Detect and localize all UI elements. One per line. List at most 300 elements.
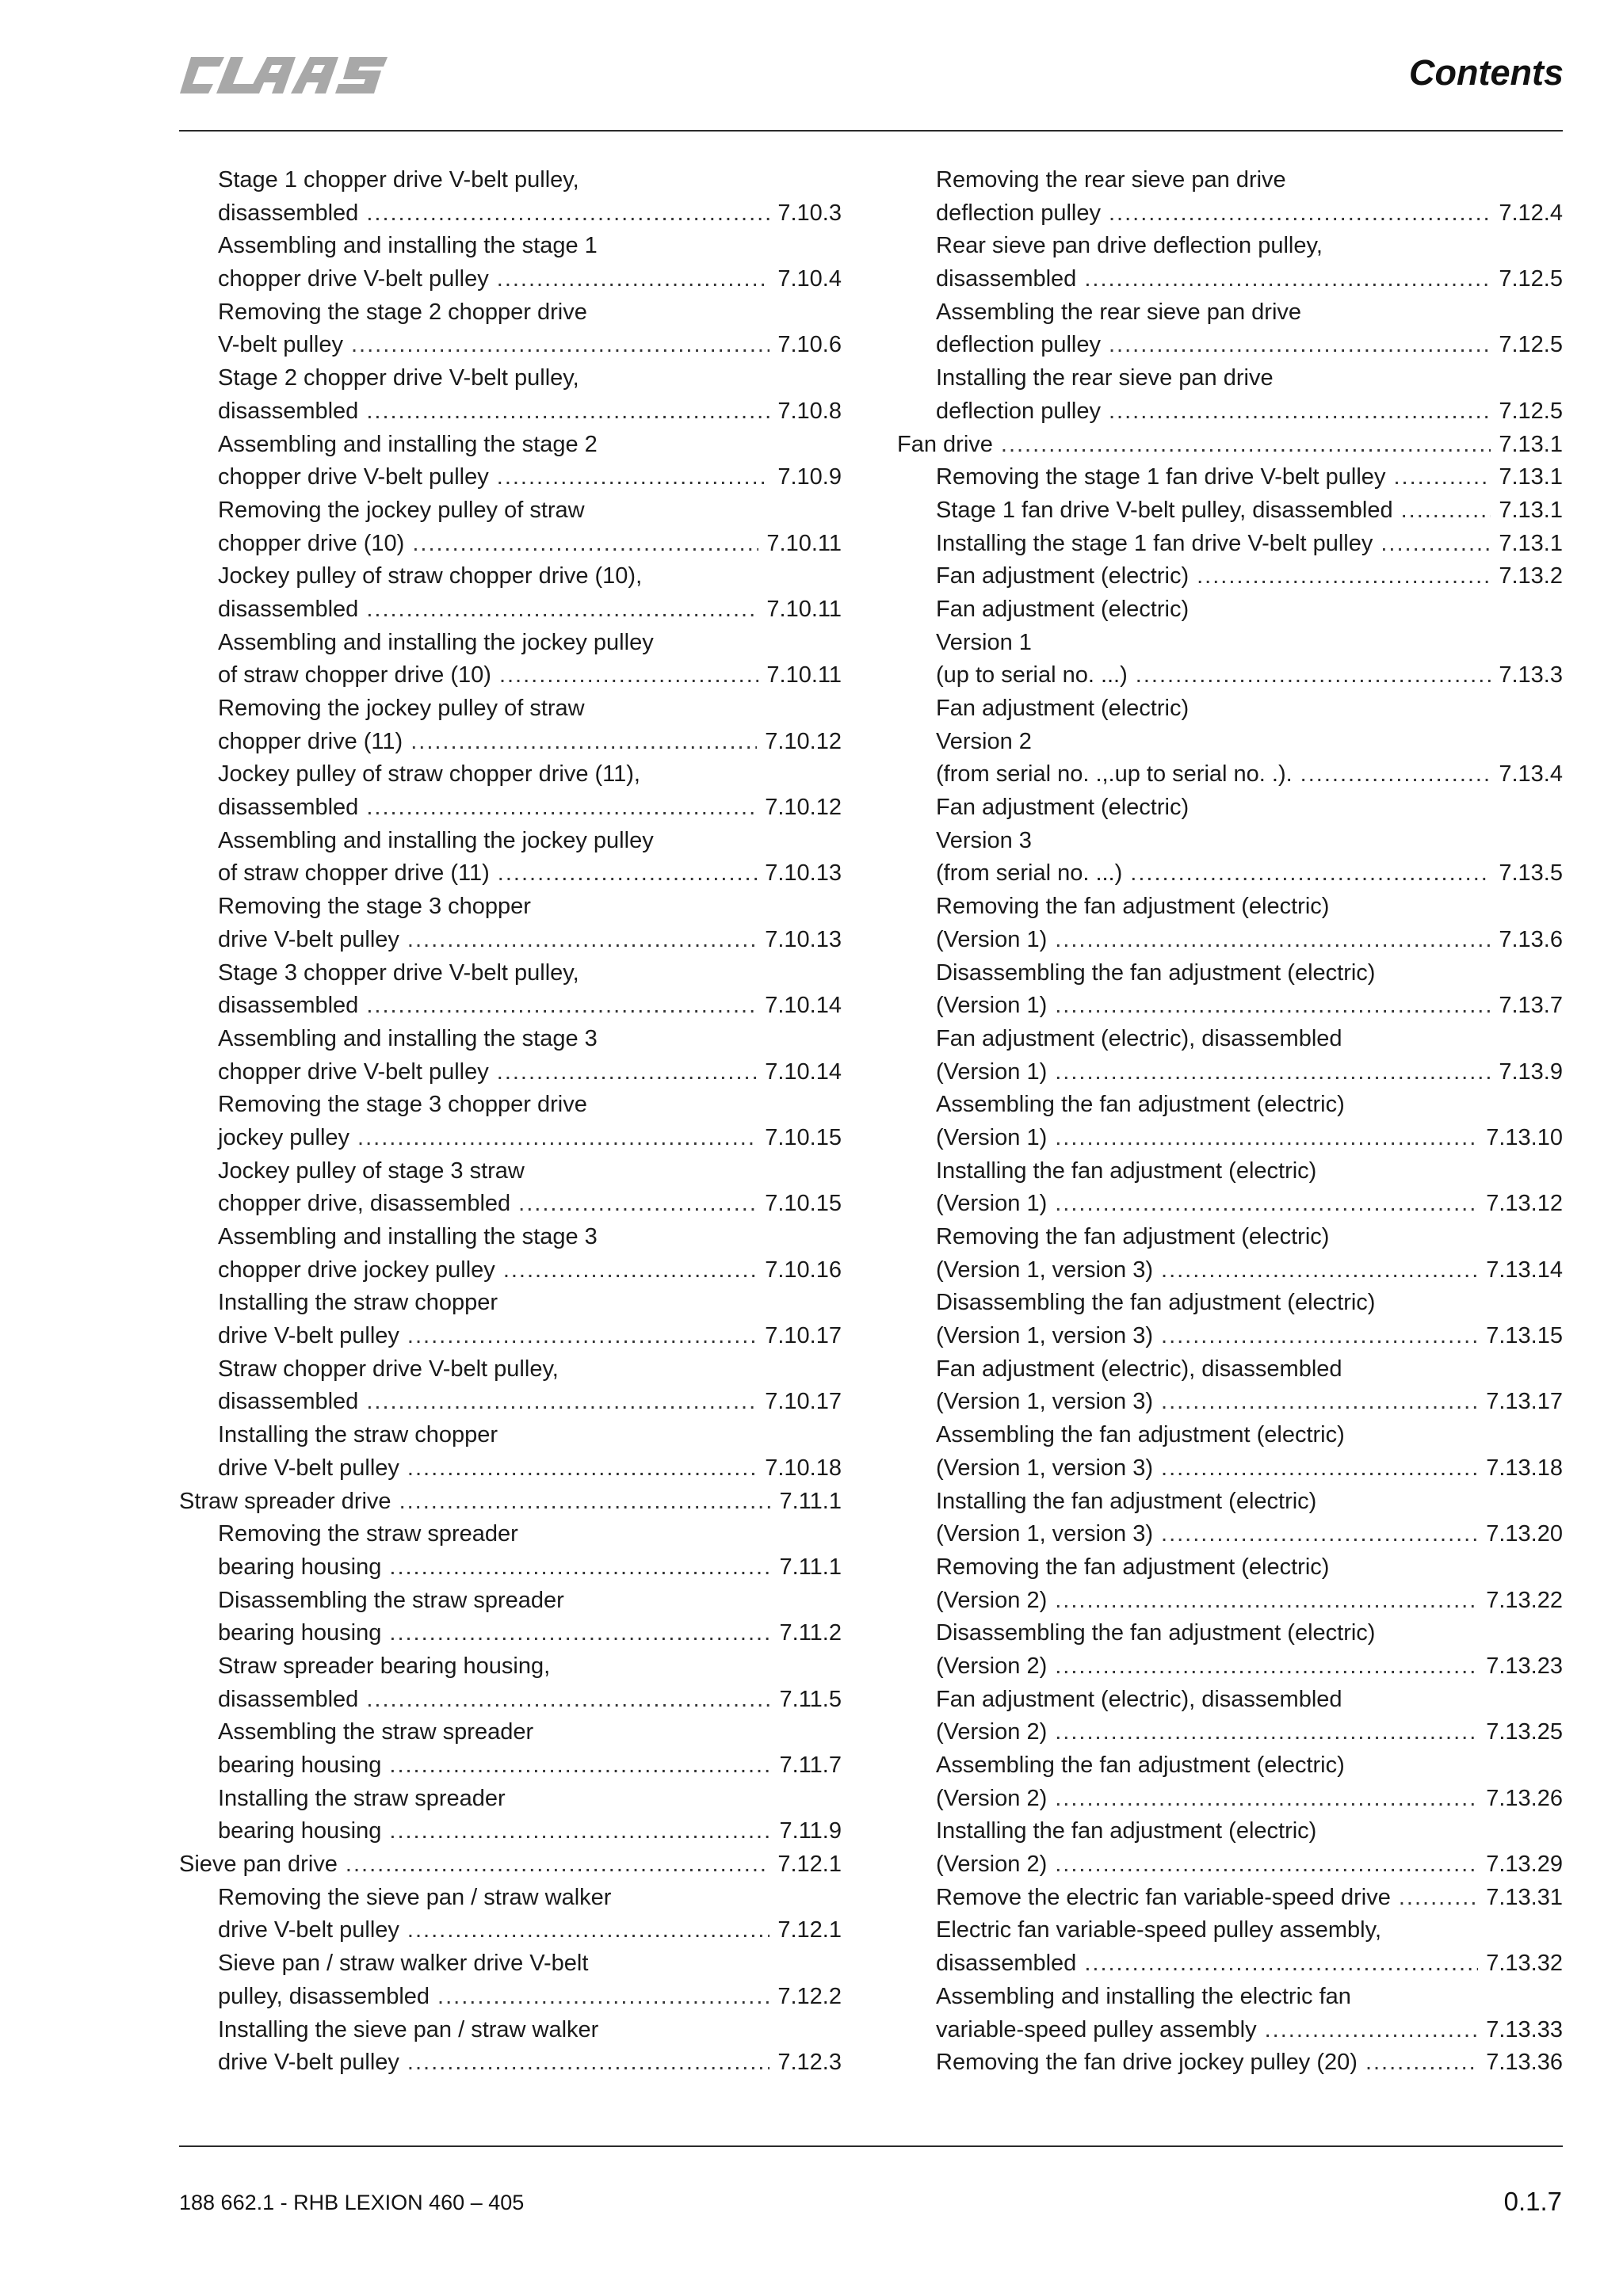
toc-entry[interactable] — [179, 1585, 842, 1650]
toc-entry[interactable] — [179, 296, 842, 362]
toc-entry-text: disassembled — [218, 596, 359, 622]
toc-entry[interactable] — [179, 230, 842, 296]
toc-entry-line — [179, 791, 842, 825]
toc-entry[interactable] — [897, 164, 1563, 230]
toc-page-ref[interactable]: 7.13.4 — [1499, 761, 1563, 788]
toc-page-ref[interactable]: 7.10.8 — [777, 398, 842, 424]
toc-entry-line — [897, 627, 1563, 660]
toc-entry[interactable] — [179, 362, 842, 428]
toc-entry-text: bearing housing — [218, 1818, 382, 1844]
toc-entry[interactable] — [179, 1155, 842, 1221]
toc-entry-text: disassembled — [218, 398, 359, 424]
toc-entry-line — [179, 627, 842, 660]
toc-dot-leader — [1161, 1320, 1478, 1353]
toc-page-ref[interactable]: 7.12.1 — [777, 1917, 842, 1943]
toc-page-ref[interactable]: 7.11.7 — [779, 1753, 842, 1778]
toc-entry-text: Version 3 — [936, 827, 1032, 853]
toc-entry-text: Stage 1 chopper drive V-belt pulley, — [218, 167, 579, 193]
toc-entry-line — [897, 924, 1563, 957]
toc-entry-line — [179, 891, 842, 924]
toc-page-ref[interactable]: 7.12.1 — [777, 1852, 842, 1878]
toc-dot-leader — [1084, 263, 1491, 296]
toc-entry-line — [179, 1353, 842, 1386]
toc-entry-text: (Version 1, version 3) — [936, 1455, 1154, 1481]
toc-column-left — [179, 164, 842, 2080]
document-reference: 188 662.1 - RHB LEXION 460 – 405 — [179, 2191, 525, 2214]
toc-entry[interactable] — [897, 560, 1563, 593]
toc-entry-text: (Version 2) — [936, 1719, 1048, 1745]
toc-entry[interactable] — [897, 1914, 1563, 1980]
toc-entry[interactable] — [179, 1783, 842, 1848]
toc-entry-line — [179, 659, 842, 692]
toc-page-ref[interactable]: 7.13.2 — [1499, 563, 1563, 589]
toc-dot-leader — [407, 924, 757, 957]
toc-entry-text: Assembling and installing the electric fan — [936, 1983, 1351, 2009]
toc-entry[interactable] — [897, 1287, 1563, 1352]
toc-page-ref[interactable]: 7.13.31 — [1486, 1884, 1563, 1910]
toc-entry-line — [179, 230, 842, 263]
toc-dot-leader — [497, 461, 770, 494]
toc-entry[interactable] — [897, 1023, 1563, 1089]
toc-entry-text: Stage 3 chopper drive V-belt pulley, — [218, 959, 579, 986]
toc-dot-leader — [1055, 1783, 1478, 1816]
toc-entry-line — [897, 164, 1563, 197]
toc-page-ref[interactable]: 7.13.25 — [1486, 1719, 1563, 1745]
toc-entry-text: deflection pulley — [936, 200, 1101, 226]
toc-dot-leader — [389, 1551, 771, 1585]
toc-section-entry[interactable] — [897, 429, 1563, 462]
toc-entry-text: Removing the jockey pulley of straw — [218, 497, 585, 523]
toc-page-ref[interactable]: 7.10.11 — [766, 662, 842, 688]
toc-entry[interactable] — [897, 2046, 1563, 2080]
toc-page-ref[interactable]: 7.10.17 — [765, 1323, 842, 1349]
toc-entry[interactable] — [179, 560, 842, 626]
toc-entry-line — [897, 329, 1563, 362]
toc-entry-line — [179, 164, 842, 197]
toc-entry-text: Disassembling the fan adjustment (electric) — [936, 1290, 1376, 1316]
toc-entry-line — [179, 1783, 842, 1816]
toc-entry-line — [179, 1221, 842, 1254]
toc-entry-line — [179, 593, 842, 627]
toc-entry-line — [179, 560, 842, 593]
toc-entry[interactable] — [897, 528, 1563, 561]
toc-page-ref[interactable]: 7.12.5 — [1499, 398, 1563, 424]
toc-entry-text: Removing the fan adjustment (electric) — [936, 1554, 1330, 1580]
toc-entry-line — [897, 1716, 1563, 1749]
toc-entry-line — [897, 197, 1563, 231]
toc-page-ref[interactable]: 7.12.3 — [777, 2050, 842, 2076]
toc-entry[interactable] — [897, 1981, 1563, 2046]
toc-entry-text: deflection pulley — [936, 332, 1101, 358]
toc-entry[interactable] — [179, 1287, 842, 1352]
toc-entry-text: deflection pulley — [936, 398, 1101, 424]
toc-entry-line — [897, 461, 1563, 494]
toc-dot-leader — [357, 1122, 757, 1155]
toc-page-ref[interactable]: 7.12.5 — [1499, 266, 1563, 292]
toc-entry-text: chopper drive (10) — [218, 530, 405, 556]
toc-dot-leader — [1055, 1188, 1478, 1221]
toc-entry-text: Disassembling the fan adjustment (electric) — [936, 1620, 1376, 1646]
toc-dot-leader — [1055, 1056, 1491, 1089]
toc-entry-line — [179, 494, 842, 528]
toc-page-ref[interactable]: 7.11.9 — [779, 1818, 842, 1844]
toc-entry[interactable] — [179, 1023, 842, 1089]
toc-entry-text: Assembling the fan adjustment (electric) — [936, 1422, 1345, 1448]
toc-entry-line — [179, 1287, 842, 1320]
toc-entry-line — [179, 1981, 842, 2014]
toc-entry-line — [179, 2014, 842, 2047]
toc-entry-line — [897, 2014, 1563, 2047]
toc-dot-leader — [351, 329, 769, 362]
toc-page-ref[interactable]: 7.13.29 — [1486, 1852, 1563, 1878]
toc-entry-text: Disassembling the fan adjustment (electric) — [936, 959, 1376, 986]
page-number: 0.1.7 — [1503, 2187, 1562, 2216]
toc-entry-text: Fan adjustment (electric) — [936, 795, 1190, 821]
toc-page-ref[interactable]: 7.13.6 — [1499, 926, 1563, 952]
toc-entry-line — [897, 1486, 1563, 1519]
toc-page-ref[interactable]: 7.13.14 — [1486, 1257, 1563, 1283]
toc-dot-leader — [1130, 857, 1491, 891]
toc-dot-leader — [497, 263, 770, 296]
toc-dot-leader — [411, 726, 757, 759]
toc-entry[interactable] — [897, 1221, 1563, 1287]
toc-dot-leader — [1265, 2014, 1479, 2047]
toc-entry[interactable] — [897, 230, 1563, 296]
toc-entry-line — [179, 1749, 842, 1783]
toc-page-ref[interactable]: 7.10.18 — [765, 1455, 842, 1481]
toc-dot-leader — [389, 1815, 771, 1848]
toc-dot-leader — [346, 1848, 769, 1882]
toc-entry-line — [179, 1155, 842, 1188]
toc-entry-text: (Version 1, version 3) — [936, 1323, 1154, 1349]
toc-page-ref[interactable]: 7.13.1 — [1499, 431, 1563, 457]
toc-entry-line — [897, 1650, 1563, 1684]
toc-entry-line — [897, 1551, 1563, 1585]
toc-page-ref[interactable]: 7.10.11 — [766, 596, 842, 622]
toc-entry[interactable] — [179, 957, 842, 1023]
toc-page-ref[interactable]: 7.13.1 — [1499, 530, 1563, 556]
toc-entry-text: (from serial no. ...) — [936, 860, 1123, 887]
toc-entry[interactable] — [897, 1617, 1563, 1683]
toc-entry[interactable] — [179, 429, 842, 494]
toc-entry-line — [179, 1684, 842, 1717]
toc-entry-text: (Version 2) — [936, 1587, 1048, 1613]
toc-page-ref[interactable]: 7.13.12 — [1486, 1191, 1563, 1217]
toc-entry-line — [897, 1221, 1563, 1254]
toc-entry-line — [179, 1650, 842, 1684]
toc-page-ref[interactable]: 7.10.9 — [777, 464, 842, 490]
toc-entry-text: Jockey pulley of straw chopper drive (11), — [218, 761, 640, 788]
toc-entry-line — [897, 2046, 1563, 2080]
toc-entry[interactable] — [897, 1486, 1563, 1551]
toc-entry-line — [897, 1089, 1563, 1122]
toc-page-ref[interactable]: 7.10.3 — [777, 200, 842, 226]
toc-page-ref[interactable]: 7.10.11 — [766, 530, 842, 556]
toc-entry[interactable] — [179, 1947, 842, 2013]
toc-page-ref[interactable]: 7.13.26 — [1486, 1785, 1563, 1811]
toc-entry-text: Stage 2 chopper drive V-belt pulley, — [218, 365, 579, 391]
toc-entry[interactable] — [179, 758, 842, 824]
toc-entry-text: V-belt pulley — [218, 332, 343, 358]
toc-entry[interactable] — [897, 593, 1563, 692]
toc-entry[interactable] — [179, 825, 842, 891]
toc-page-ref[interactable]: 7.13.1 — [1499, 464, 1563, 490]
toc-section-entry[interactable] — [179, 1486, 842, 1519]
toc-page-ref[interactable]: 7.10.4 — [777, 266, 842, 292]
toc-dot-leader — [499, 659, 758, 692]
toc-dot-leader — [1055, 924, 1491, 957]
toc-entry-line — [897, 1419, 1563, 1452]
toc-entry-line — [897, 362, 1563, 395]
toc-page-ref[interactable]: 7.10.15 — [765, 1124, 842, 1150]
toc-page-ref[interactable]: 7.11.2 — [779, 1620, 842, 1646]
toc-dot-leader — [1109, 395, 1491, 429]
toc-entry-line — [897, 1914, 1563, 1947]
toc-entry[interactable] — [179, 1353, 842, 1419]
toc-entry-text: Assembling and installing the jockey pulley — [218, 629, 654, 655]
toc-entry-text: drive V-belt pulley — [218, 1917, 399, 1943]
toc-entry[interactable] — [897, 296, 1563, 362]
toc-entry[interactable] — [897, 1419, 1563, 1485]
toc-entry-text: Rear sieve pan drive deflection pulley, — [936, 233, 1323, 259]
toc-page-ref[interactable]: 7.13.10 — [1486, 1124, 1563, 1150]
toc-entry-line — [179, 1947, 842, 1981]
toc-entry[interactable] — [897, 461, 1563, 494]
toc-entry-text: Assembling the fan adjustment (electric) — [936, 1753, 1345, 1778]
toc-page-ref[interactable]: 7.13.18 — [1486, 1455, 1563, 1481]
toc-page-ref[interactable]: 7.10.6 — [777, 332, 842, 358]
toc-entry-line — [897, 957, 1563, 990]
toc-dot-leader — [1109, 197, 1491, 231]
toc-entry-line — [179, 1320, 842, 1353]
toc-page-ref[interactable]: 7.13.15 — [1486, 1323, 1563, 1349]
toc-entry-line — [179, 2046, 842, 2080]
toc-entry-text: Removing the fan adjustment (electric) — [936, 894, 1330, 920]
toc-entry-line — [179, 957, 842, 990]
toc-page-ref[interactable]: 7.12.4 — [1499, 200, 1563, 226]
toc-entry-text: drive V-belt pulley — [218, 1323, 399, 1349]
toc-page-ref[interactable]: 7.13.20 — [1486, 1521, 1563, 1547]
toc-page-ref[interactable]: 7.10.15 — [765, 1191, 842, 1217]
toc-dot-leader — [407, 1452, 757, 1486]
toc-entry[interactable] — [179, 692, 842, 758]
toc-dot-leader — [407, 1914, 769, 1947]
toc-entry-text: of straw chopper drive (10) — [218, 662, 491, 688]
toc-page-ref[interactable]: 7.13.17 — [1486, 1389, 1563, 1415]
toc-page-ref[interactable]: 7.13.7 — [1499, 993, 1563, 1019]
toc-dot-leader — [1401, 494, 1491, 528]
toc-entry-text: pulley, disassembled — [218, 1983, 430, 2009]
toc-entry-line — [897, 857, 1563, 891]
toc-entry-line — [179, 1254, 842, 1287]
toc-entry-line — [897, 758, 1563, 791]
toc-entry-line — [897, 1749, 1563, 1783]
toc-dot-leader — [1136, 659, 1491, 692]
toc-entry-line — [897, 528, 1563, 561]
toc-entry[interactable] — [179, 1650, 842, 1716]
toc-entry-text: Installing the straw spreader — [218, 1785, 506, 1811]
toc-page-ref[interactable]: 7.11.1 — [779, 1488, 842, 1514]
toc-dot-leader — [437, 1981, 769, 2014]
toc-entry[interactable] — [179, 1089, 842, 1154]
toc-dot-leader — [1055, 1122, 1478, 1155]
toc-entry-text: Installing the fan adjustment (electric) — [936, 1158, 1317, 1184]
toc-dot-leader — [503, 1254, 757, 1287]
toc-page-ref[interactable]: 7.13.33 — [1486, 2016, 1563, 2042]
toc-entry[interactable] — [897, 692, 1563, 791]
footer-divider — [179, 2145, 1563, 2147]
toc-entry[interactable] — [897, 362, 1563, 428]
toc-page-ref[interactable]: 7.10.14 — [765, 993, 842, 1019]
toc-entry-line — [897, 1023, 1563, 1056]
toc-entry-line — [179, 1188, 842, 1221]
toc-entry-line — [897, 692, 1563, 726]
toc-entry-text: chopper drive (11) — [218, 728, 403, 754]
toc-entry-line — [897, 1947, 1563, 1981]
toc-entry[interactable] — [897, 494, 1563, 528]
toc-entry[interactable] — [897, 1684, 1563, 1749]
toc-dot-leader — [366, 791, 757, 825]
toc-entry[interactable] — [897, 1882, 1563, 1915]
toc-page-ref[interactable]: 7.10.17 — [765, 1389, 842, 1415]
toc-dot-leader — [366, 593, 758, 627]
toc-entry-text: Assembling the fan adjustment (electric) — [936, 1092, 1345, 1118]
toc-dot-leader — [1399, 1882, 1478, 1915]
toc-entry[interactable] — [179, 1518, 842, 1584]
toc-entry[interactable] — [179, 1419, 842, 1485]
toc-entry-text: Stage 1 fan drive V-belt pulley, disassembled — [936, 497, 1393, 523]
toc-page-ref[interactable]: 7.11.5 — [779, 1686, 842, 1712]
toc-page-ref[interactable]: 7.13.23 — [1486, 1653, 1563, 1679]
toc-entry-line — [897, 1188, 1563, 1221]
toc-entry[interactable] — [897, 957, 1563, 1023]
toc-dot-leader — [389, 1749, 771, 1783]
toc-page-ref[interactable]: 7.10.14 — [765, 1058, 842, 1085]
toc-entry-text: disassembled — [218, 200, 359, 226]
toc-entry[interactable] — [897, 1089, 1563, 1154]
toc-entry-text: chopper drive V-belt pulley — [218, 1058, 489, 1085]
toc-entry-text: Removing the stage 1 fan drive V-belt pulley — [936, 464, 1386, 490]
toc-entry-line — [897, 560, 1563, 593]
toc-entry[interactable] — [179, 627, 842, 692]
toc-entry-text: Jockey pulley of straw chopper drive (10), — [218, 563, 643, 589]
toc-entry-text: Assembling and installing the stage 1 — [218, 233, 598, 259]
toc-entry[interactable] — [897, 1155, 1563, 1221]
toc-page-ref[interactable]: 7.10.16 — [765, 1257, 842, 1283]
toc-entry[interactable] — [179, 1221, 842, 1287]
toc-entry[interactable] — [897, 791, 1563, 891]
toc-entry-line — [897, 1056, 1563, 1089]
toc-page-ref[interactable]: 7.13.36 — [1486, 2050, 1563, 2076]
toc-entry-text: Straw chopper drive V-belt pulley, — [218, 1356, 559, 1382]
toc-dot-leader — [1001, 429, 1491, 462]
toc-entry-line — [897, 263, 1563, 296]
toc-page-ref[interactable]: 7.13.22 — [1486, 1587, 1563, 1613]
toc-entry-text: jockey pulley — [218, 1124, 350, 1150]
toc-dot-leader — [1393, 461, 1491, 494]
toc-entry-text: Removing the sieve pan / straw walker — [218, 1884, 612, 1910]
toc-entry[interactable] — [897, 1551, 1563, 1617]
toc-entry-line — [897, 1815, 1563, 1848]
toc-entry-text: Removing the stage 3 chopper drive — [218, 1092, 587, 1118]
toc-page-ref[interactable]: 7.11.1 — [779, 1554, 842, 1580]
toc-entry-line — [897, 1452, 1563, 1486]
toc-entry[interactable] — [179, 1882, 842, 1947]
toc-page-ref[interactable]: 7.10.12 — [765, 795, 842, 821]
toc-dot-leader — [1161, 1518, 1478, 1551]
toc-page-ref[interactable]: 7.12.2 — [777, 1983, 842, 2009]
toc-dot-leader — [1197, 560, 1491, 593]
toc-entry-text: Installing the rear sieve pan drive — [936, 365, 1274, 391]
toc-entry-text: Installing the fan adjustment (electric) — [936, 1488, 1317, 1514]
toc-dot-leader — [1161, 1254, 1478, 1287]
toc-entry-text: Assembling and installing the stage 3 — [218, 1025, 598, 1051]
toc-entry[interactable] — [897, 1815, 1563, 1881]
toc-entry-line — [897, 1155, 1563, 1188]
toc-entry-text: Removing the stage 3 chopper — [218, 894, 531, 920]
toc-entry[interactable] — [897, 1749, 1563, 1815]
toc-entry-line — [179, 1419, 842, 1452]
toc-dot-leader — [497, 1056, 757, 1089]
toc-entry-text: Remove the electric fan variable-speed drive — [936, 1884, 1391, 1910]
toc-entry-text: drive V-belt pulley — [218, 2050, 399, 2076]
toc-entry[interactable] — [179, 164, 842, 230]
toc-page-ref[interactable]: 7.12.5 — [1499, 332, 1563, 358]
toc-section-entry[interactable] — [179, 1848, 842, 1882]
toc-page-ref[interactable]: 7.13.5 — [1499, 860, 1563, 887]
toc-entry-text: (Version 1) — [936, 993, 1048, 1019]
toc-entry-line — [897, 726, 1563, 759]
toc-entry[interactable] — [179, 891, 842, 956]
toc-entry[interactable] — [179, 494, 842, 560]
toc-page-ref[interactable]: 7.10.13 — [765, 926, 842, 952]
toc-entry-text: disassembled — [218, 1686, 359, 1712]
page-title: Contents — [1409, 52, 1564, 93]
toc-entry-text: Installing the fan adjustment (electric) — [936, 1818, 1317, 1844]
toc-entry-text: chopper drive V-belt pulley — [218, 464, 489, 490]
toc-dot-leader — [1161, 1386, 1478, 1419]
toc-entry-line — [179, 1551, 842, 1585]
toc-page-ref[interactable]: 7.13.1 — [1499, 497, 1563, 523]
toc-entry-line — [897, 1320, 1563, 1353]
toc-entry[interactable] — [179, 1716, 842, 1782]
toc-entry-line — [179, 263, 842, 296]
toc-entry-line — [179, 329, 842, 362]
toc-entry-line — [179, 1486, 842, 1519]
toc-entry-line — [179, 362, 842, 395]
toc-entry-line — [179, 692, 842, 726]
toc-page-ref[interactable]: 7.10.13 — [765, 860, 842, 887]
toc-page-ref[interactable]: 7.13.3 — [1499, 662, 1563, 688]
toc-entry-text: disassembled — [218, 795, 359, 821]
toc-entry-text: (Version 1, version 3) — [936, 1257, 1154, 1283]
toc-entry-line — [179, 990, 842, 1023]
toc-entry[interactable] — [897, 891, 1563, 956]
toc-entry-line — [179, 197, 842, 231]
toc-page-ref[interactable]: 7.13.32 — [1486, 1951, 1563, 1977]
toc-entry-line — [179, 461, 842, 494]
toc-entry-line — [897, 1122, 1563, 1155]
toc-dot-leader — [407, 1320, 757, 1353]
toc-entry[interactable] — [897, 1353, 1563, 1419]
toc-page-ref[interactable]: 7.13.9 — [1499, 1058, 1563, 1085]
toc-entry[interactable] — [179, 2014, 842, 2080]
toc-entry-line — [179, 1617, 842, 1650]
toc-entry-text: (Version 2) — [936, 1852, 1048, 1878]
toc-page-ref[interactable]: 7.10.12 — [765, 728, 842, 754]
toc-entry-line — [897, 891, 1563, 924]
toc-entry-text: Assembling the rear sieve pan drive — [936, 299, 1302, 325]
